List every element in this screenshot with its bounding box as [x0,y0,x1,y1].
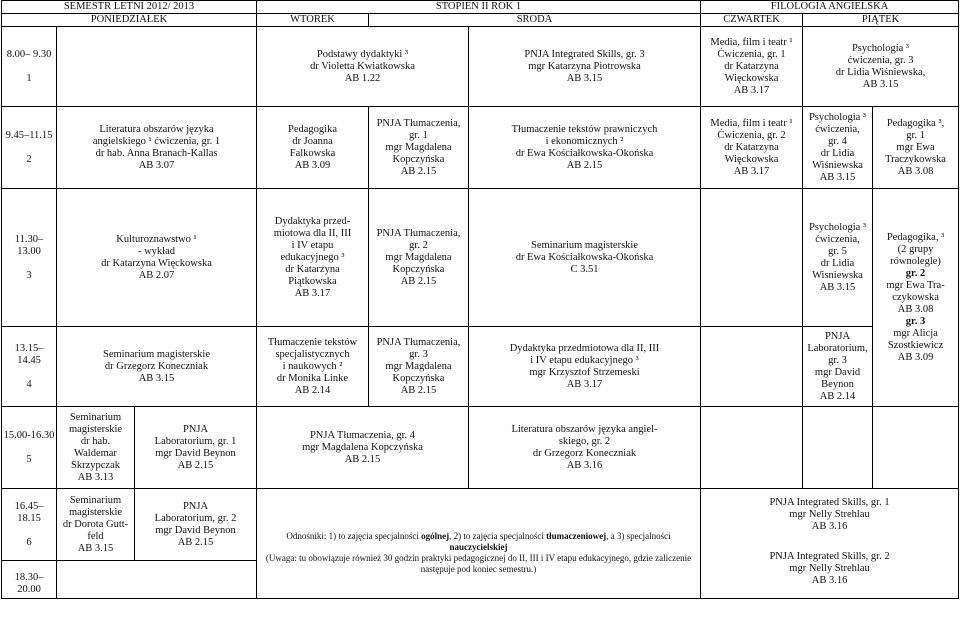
time-slot-3: 11.30–13.00 3 [2,189,57,327]
cell-empty [701,189,803,327]
time-slot-4: 13.15–14.45 4 [2,327,57,407]
level-label: STOPIEŃ II ROK 1 [257,1,701,14]
time-slot-7: 18.30–20.00 [2,561,57,599]
cell-empty [873,407,959,489]
course-cell: Seminarium magisterskie dr Grzegorz Koneczniak AB 3.15 [57,327,257,407]
course-cell: PNJA Tłumaczenia, gr. 3 mgr Magdalena Kopczyńska AB 2.15 [369,327,469,407]
course-cell: PNJA Integrated Skills, gr. 3 mgr Katarzyna Piotrowska AB 3.15 [469,27,701,107]
day-monday: PONIEDZIAŁEK [2,14,257,27]
course-cell: Seminarium magisterskie dr Ewa Kościałkowska-Okońska C 3.51 [469,189,701,327]
time-slot-6: 16.45–18.15 6 [2,489,57,561]
course-cell: Podstawy dydaktyki ³ dr Violetta Kwiatkowska AB 1.22 [257,27,469,107]
cell-empty [701,407,803,489]
course-cell: PNJA Tłumaczenia, gr. 1 mgr Magdalena Kopczyńska AB 2.15 [369,107,469,189]
time-slot-2: 9.45–11.15 2 [2,107,57,189]
time-slot-5: 15.00-16.30 5 [2,407,57,489]
schedule-table [1,0,959,599]
course-cell: Literatura obszarów języka angiel- skiego, gr. 2 dr Grzegorz Koneczniak AB 3.16 [469,407,701,489]
course-cell: Tłumaczenie tekstów prawniczych i ekonomicznych ² dr Ewa Kościałkowska-Okońska AB 2.15 [469,107,701,189]
course-cell: Psychologia ³ ćwiczenia, gr. 5 dr Lidia Wisniewska AB 3.15 [803,189,873,327]
cell-empty [57,27,257,107]
course-cell: Pedagogika, ³ (2 grupy równolegle) gr. 2 mgr Ewa Tra- czykowska AB 3.08 gr. 3 mgr Alicja Szostkiewicz AB 3.09 [873,189,959,407]
time-slot-1: 8.00– 9.30 1 [2,27,57,107]
course-cell: PNJA Tłumaczenia, gr. 2 mgr Magdalena Kopczyńska AB 2.15 [369,189,469,327]
course-cell: Pedagogika dr Joanna Falkowska AB 3.09 [257,107,369,189]
course-cell: Psychologia ³ ćwiczenia, gr. 3 dr Lidia Wiśniewska, AB 3.15 [803,27,959,107]
course-cell: Kulturoznawstwo ¹ - wykład dr Katarzyna Więckowska AB 2.07 [57,189,257,327]
course-cell: PNJA Laboratorium, gr. 3 mgr David Beynon AB 2.14 [803,327,873,407]
course-cell: Media, film i teatr ¹ Ćwiczenia, gr. 2 dr Katarzyna Więckowska AB 3.17 [701,107,803,189]
course-cell: Psychologia ³ ćwiczenia, gr. 4 dr Lidia Wiśniewska AB 3.15 [803,107,873,189]
cell-empty [57,561,257,599]
course-cell: Seminarium magisterskie dr Dorota Gutt- feld AB 3.15 [57,489,135,561]
course-cell: Dydaktyka przed- miotowa dla II, III i IV etapu edukacyjnego ³ dr Katarzyna Piątkowska AB 3.17 [257,189,369,327]
course-cell: PNJA Laboratorium, gr. 1 mgr David Beynon AB 2.15 [135,407,257,489]
course-cell: PNJA Laboratorium, gr. 2 mgr David Beynon AB 2.15 [135,489,257,561]
course-cell: PNJA Tłumaczenia, gr. 4 mgr Magdalena Kopczyńska AB 2.15 [257,407,469,489]
course-cell: Dydaktyka przedmiotowa dla II, III i IV etapu edukacyjnego ³ mgr Krzysztof Strzemeski AB 3.17 [469,327,701,407]
course-cell: Media, film i teatr ¹ Ćwiczenia, gr. 1 dr Katarzyna Więckowska AB 3.17 [701,27,803,107]
course-cell: Pedagogika ³, gr. 1 mgr Ewa Traczykowska AB 3.08 [873,107,959,189]
course-cell: PNJA Integrated Skills, gr. 1 mgr Nelly Strehlau AB 3.16 PNJA Integrated Skills, gr. 2 mgr Nelly Strehlau AB 3.16 [701,489,959,599]
program-label: FILOLOGIA ANGIELSKA [701,1,959,14]
day-tuesday: WTOREK [257,14,369,27]
cell-empty [701,327,803,407]
day-wednesday: ŚRODA [369,14,701,27]
day-friday: PIĄTEK [803,14,959,27]
cell-empty [803,407,873,489]
course-cell: Seminarium magisterskie dr hab. Waldemar Skrzypczak AB 3.13 [57,407,135,489]
course-cell: Tłumaczenie tekstów specjalistycznych i naukowych ² dr Monika Linke AB 2.14 [257,327,369,407]
footnote: Odnośniki: 1) to zajęcia specjalności ogólnej, 2) to zajęcia specjalności tłumaczeniowej, a 3) specjalności nauczycielskiej (Uwaga: tu obowiązuje również 30 godzin praktyki pedagogicznej do II, III i IV etapu edukacyjnego, gdzie zaliczenie następuje pod koniec semestru.) [257,489,701,599]
day-thursday: CZWARTEK [701,14,803,27]
semester-label: SEMESTR LETNI 2012/ 2013 [2,1,257,14]
course-cell: Literatura obszarów języka angielskiego ¹ ćwiczenia, gr. 1 dr hab. Anna Branach-Kallas AB 3.07 [57,107,257,189]
